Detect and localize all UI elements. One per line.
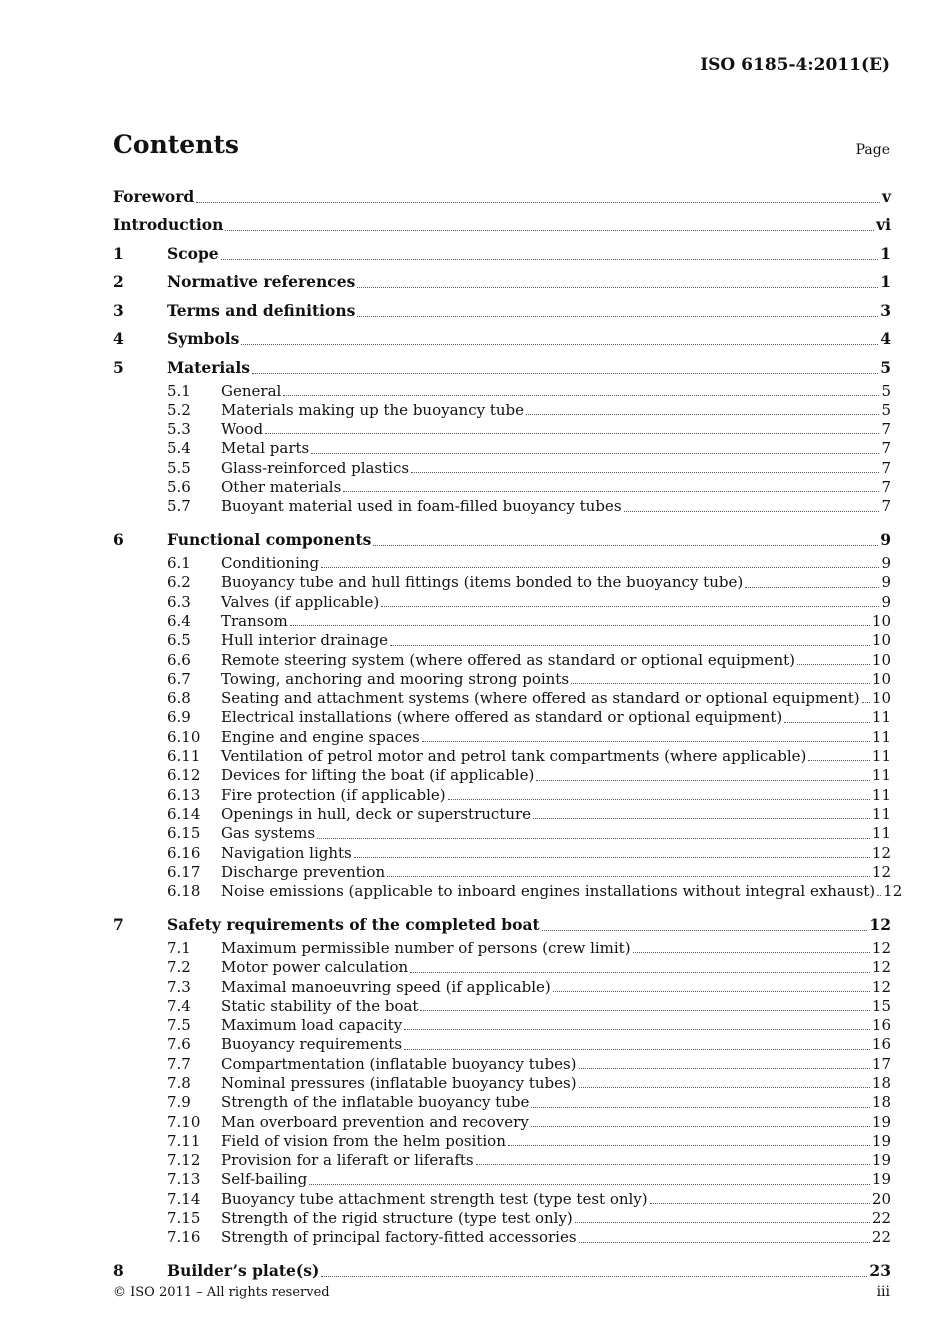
toc-entry-page: 5: [880, 357, 891, 377]
toc-entry-number: 7.11: [167, 1131, 201, 1150]
toc-entry-number: 6.18: [167, 882, 201, 901]
toc-entry-title: Wood: [221, 420, 264, 439]
toc-entry-number: 5.4: [167, 439, 191, 458]
toc-entry-number: 6.9: [167, 708, 191, 727]
toc-entry-page: 17: [871, 1054, 891, 1073]
toc-entry-subclause[interactable]: [113, 1113, 891, 1132]
toc-entry-subclause[interactable]: [113, 882, 903, 901]
toc-leader-dots: [311, 453, 879, 454]
toc-leader-dots: [579, 1068, 870, 1069]
toc-entry-number: 6.12: [167, 766, 201, 785]
toc-entry-number: 7.7: [167, 1054, 191, 1073]
toc-entry-number: 5.6: [167, 477, 191, 496]
toc-entry-page: 9: [881, 554, 891, 573]
toc-entry-page: 3: [880, 300, 891, 320]
toc-entry-number: 6.3: [167, 592, 191, 611]
copyright-notice: © ISO 2011 – All rights reserved: [113, 1285, 330, 1300]
toc-leader-dots: [309, 1184, 870, 1185]
toc-entry-page: 10: [871, 611, 891, 630]
toc-entry-number: 5: [113, 357, 124, 377]
toc-leader-dots: [404, 1029, 870, 1030]
toc-entry-subclause[interactable]: [113, 1228, 891, 1247]
toc-entry-number: 7.9: [167, 1093, 191, 1112]
toc-entry-subclause[interactable]: [113, 1055, 891, 1074]
toc-entry-subclause[interactable]: [113, 1170, 891, 1189]
toc-entry-number: 5.3: [167, 420, 191, 439]
toc-leader-dots: [221, 259, 879, 260]
toc-entry-subclause[interactable]: [113, 478, 891, 497]
toc-entry-title: Buoyancy tube and hull fittings (items bonded to the buoyancy tube): [221, 573, 744, 592]
toc-leader-dots: [877, 895, 881, 896]
toc-entry-page: 12: [871, 977, 891, 996]
toc-entry-number: 7.14: [167, 1189, 201, 1208]
toc-entry-title: Compartmentation (inflatable buoyancy tubes): [221, 1054, 577, 1073]
toc-leader-dots: [357, 287, 878, 288]
toc-entry-title: Scope: [167, 243, 219, 263]
toc-entry-subclause[interactable]: [113, 708, 891, 727]
toc-entry-number: 6.10: [167, 727, 201, 746]
toc-leader-dots: [410, 972, 870, 973]
toc-entry-page: 15: [871, 996, 891, 1015]
toc-entry-title: Devices for lifting the boat (if applicable): [221, 766, 535, 785]
toc-entry-number: 5.7: [167, 497, 191, 516]
toc-entry-page: 9: [881, 592, 891, 611]
toc-entry-title: Remote steering system (where offered as standard or optional equipment): [221, 650, 795, 669]
toc-entry-page: 9: [880, 530, 891, 550]
toc-entry-number: 7.4: [167, 996, 191, 1015]
toc-entry-title: Transom: [221, 611, 288, 630]
table-of-contents: [113, 182, 903, 1285]
toc-entry-title: Introduction: [113, 215, 224, 235]
toc-entry-title: Strength of the inflatable buoyancy tube: [221, 1093, 530, 1112]
toc-entry-number: 5.1: [167, 381, 191, 400]
toc-entry-subclause[interactable]: [113, 651, 891, 670]
toc-leader-dots: [862, 702, 870, 703]
toc-entry-page: v: [881, 186, 891, 206]
toc-leader-dots: [526, 414, 879, 415]
toc-entry-page: 12: [871, 862, 891, 881]
toc-entry-clause[interactable]: [113, 296, 891, 325]
toc-entry-page: 11: [871, 708, 891, 727]
toc-entry-page: 23: [869, 1261, 891, 1281]
toc-leader-dots: [476, 1164, 870, 1165]
toc-entry-number: 6.7: [167, 669, 191, 688]
toc-entry-subclause[interactable]: [113, 805, 891, 824]
toc-entry-title: Safety requirements of the completed boat: [167, 915, 540, 935]
toc-entry-page: 1: [880, 272, 891, 292]
toc-entry-subclause[interactable]: [113, 459, 891, 478]
toc-entry-subclause[interactable]: [113, 863, 891, 882]
toc-entry-page: 16: [871, 1016, 891, 1035]
toc-entry-subclause[interactable]: [113, 631, 891, 650]
toc-entry-subclause[interactable]: [113, 766, 891, 785]
toc-entry-title: Noise emissions (applicable to inboard engines installations without integral exhaust): [221, 882, 876, 901]
toc-entry-number: 7.8: [167, 1074, 191, 1092]
toc-entry-title: Functional components: [167, 530, 372, 550]
toc-entry-clause[interactable]: [113, 239, 891, 268]
toc-entry-title: Symbols: [167, 329, 240, 349]
toc-entry-title: Provision for a liferaft or liferafts: [221, 1151, 474, 1170]
toc-entry-title: Strength of the rigid structure (type test only): [221, 1209, 573, 1228]
toc-entry-number: 7.6: [167, 1035, 191, 1054]
toc-entry-number: 2: [113, 272, 124, 292]
toc-entry-title: Openings in hull, deck or superstructure: [221, 804, 532, 823]
toc-leader-dots: [265, 433, 879, 434]
toc-entry-number: 6.15: [167, 824, 201, 843]
toc-entry-number: 7.13: [167, 1170, 201, 1189]
toc-entry-title: Conditioning: [221, 554, 320, 573]
toc-entry-title: Towing, anchoring and mooring strong points: [221, 669, 570, 688]
toc-entry-title: Glass-reinforced plastics: [221, 458, 410, 477]
toc-entry-number: 6.1: [167, 554, 191, 573]
toc-entry-page: 19: [871, 1151, 891, 1170]
toc-entry-title: Foreword: [113, 186, 195, 206]
toc-leader-dots: [448, 799, 870, 800]
toc-entry-title: Gas systems: [221, 824, 316, 843]
toc-entry-page: 5: [881, 400, 891, 419]
toc-entry-title: Buoyant material used in foam-filled buoyancy tubes: [221, 497, 622, 516]
toc-entry-page: 18: [871, 1093, 891, 1112]
toc-leader-dots: [390, 645, 870, 646]
toc-entry-title: Materials making up the buoyancy tube: [221, 400, 525, 419]
toc-entry-title: Hull interior drainage: [221, 631, 388, 650]
toc-entry-clause[interactable]: [113, 211, 891, 240]
toc-entry-page: 20: [871, 1189, 891, 1208]
toc-entry-subclause[interactable]: [113, 1132, 891, 1151]
toc-entry-number: 7.10: [167, 1112, 201, 1131]
toc-leader-dots: [579, 1087, 870, 1088]
toc-entry-page: 7: [881, 439, 891, 458]
toc-entry-subclause[interactable]: [113, 1093, 891, 1112]
toc-entry-number: 7.15: [167, 1209, 201, 1228]
toc-entry-title: Motor power calculation: [221, 958, 409, 977]
toc-entry-number: 6.16: [167, 843, 201, 862]
page-column-label: Page: [855, 142, 890, 158]
toc-entry-title: Metal parts: [221, 439, 310, 458]
toc-entry-number: 6.14: [167, 804, 201, 823]
toc-entry-title: Strength of principal factory-fitted accessories: [221, 1228, 577, 1247]
toc-entry-title: Self-bailing: [221, 1170, 308, 1189]
page-number: iii: [876, 1284, 890, 1300]
toc-entry-title: Ventilation of petrol motor and petrol tank compartments (where applicable): [221, 747, 807, 766]
toc-entry-subclause[interactable]: [113, 1016, 891, 1035]
toc-leader-dots: [387, 876, 870, 877]
toc-entry-page: 7: [881, 497, 891, 516]
toc-entry-page: 9: [881, 573, 891, 592]
toc-entry-number: 7.3: [167, 977, 191, 996]
toc-leader-dots: [420, 1010, 869, 1011]
toc-entry-page: 7: [881, 420, 891, 439]
toc-entry-page: 4: [880, 329, 891, 349]
toc-leader-dots: [784, 722, 870, 723]
toc-entry-subclause[interactable]: [113, 939, 891, 958]
toc-entry-number: 7.1: [167, 938, 191, 957]
toc-entry-page: 10: [871, 669, 891, 688]
toc-entry-number: 6: [113, 530, 124, 550]
toc-entry-number: 6.4: [167, 611, 191, 630]
toc-entry-title: Fire protection (if applicable): [221, 785, 446, 804]
toc-entry-subclause[interactable]: [113, 689, 891, 708]
toc-entry-subclause[interactable]: [113, 573, 891, 592]
toc-entry-page: 11: [871, 747, 891, 766]
toc-entry-page: 11: [871, 785, 891, 804]
toc-leader-dots: [381, 606, 879, 607]
toc-entry-title: Other materials: [221, 477, 342, 496]
toc-entry-title: Valves (if applicable): [221, 592, 380, 611]
toc-entry-page: 12: [871, 938, 891, 957]
toc-entry-number: 6.17: [167, 862, 201, 881]
toc-entry-number: 6.5: [167, 631, 191, 650]
toc-entry-clause[interactable]: [113, 325, 891, 354]
page-title: Contents: [113, 130, 240, 159]
toc-entry-subclause[interactable]: [113, 978, 891, 997]
toc-leader-dots: [571, 683, 870, 684]
toc-entry-clause[interactable]: [113, 910, 891, 939]
toc-entry-number: 5.2: [167, 400, 191, 419]
toc-leader-dots: [321, 1276, 867, 1277]
toc-leader-dots: [533, 818, 870, 819]
toc-entry-title: Normative references: [167, 272, 356, 292]
toc-entry-page: 11: [871, 766, 891, 785]
toc-entry-number: 7: [113, 915, 124, 935]
toc-entry-page: 11: [871, 727, 891, 746]
toc-entry-title: Seating and attachment systems (where offered as standard or optional equipment): [221, 689, 860, 708]
toc-entry-subclause[interactable]: [113, 1190, 891, 1209]
toc-leader-dots: [225, 230, 874, 231]
toc-entry-title: Buoyancy tube attachment strength test (type test only): [221, 1189, 648, 1208]
toc-entry-page: 12: [883, 882, 903, 901]
toc-leader-dots: [357, 316, 878, 317]
toc-entry-clause[interactable]: [113, 182, 891, 211]
toc-entry-number: 7.2: [167, 958, 191, 977]
toc-entry-clause[interactable]: [113, 1257, 891, 1286]
toc-entry-page: 19: [871, 1131, 891, 1150]
toc-entry-subclause[interactable]: [113, 1151, 891, 1170]
toc-leader-dots: [542, 930, 868, 931]
toc-entry-subclause[interactable]: [113, 728, 891, 747]
toc-leader-dots: [196, 202, 880, 203]
toc-leader-dots: [404, 1049, 870, 1050]
toc-entry-subclause[interactable]: [113, 1035, 891, 1054]
toc-entry-title: Engine and engine spaces: [221, 727, 420, 746]
toc-entry-title: Man overboard prevention and recovery: [221, 1112, 529, 1131]
toc-entry-title: Maximum permissible number of persons (crew limit): [221, 938, 631, 957]
toc-entry-page: 19: [871, 1112, 891, 1131]
toc-entry-page: 12: [869, 915, 891, 935]
toc-entry-page: 16: [871, 1035, 891, 1054]
toc-entry-page: 18: [871, 1074, 891, 1092]
toc-leader-dots: [536, 780, 870, 781]
toc-entry-subclause[interactable]: [113, 593, 891, 612]
toc-leader-dots: [575, 1222, 870, 1223]
toc-entry-subclause[interactable]: [113, 612, 891, 631]
toc-leader-dots: [508, 1145, 870, 1146]
toc-entry-title: Terms and definitions: [167, 300, 356, 320]
toc-entry-subclause[interactable]: [113, 824, 891, 843]
toc-entry-title: Field of vision from the helm position: [221, 1131, 506, 1150]
toc-entry-page: 11: [871, 804, 891, 823]
toc-entry-page: 19: [871, 1170, 891, 1189]
toc-leader-dots: [531, 1126, 870, 1127]
toc-entry-subclause[interactable]: [113, 747, 891, 766]
toc-leader-dots: [343, 491, 879, 492]
toc-entry-subclause[interactable]: [113, 958, 891, 977]
toc-entry-subclause[interactable]: [113, 401, 891, 420]
toc-leader-dots: [579, 1242, 870, 1243]
toc-entry-clause[interactable]: [113, 526, 891, 555]
toc-entry-title: Materials: [167, 357, 250, 377]
toc-leader-dots: [808, 760, 870, 761]
toc-entry-clause[interactable]: [113, 353, 891, 382]
toc-entry-page: 22: [871, 1209, 891, 1228]
toc-leader-dots: [745, 587, 879, 588]
toc-leader-dots: [373, 545, 878, 546]
toc-entry-page: 11: [871, 824, 891, 843]
toc-leader-dots: [633, 952, 870, 953]
toc-entry-subclause[interactable]: [113, 497, 891, 516]
toc-entry-title: Maximal manoeuvring speed (if applicable): [221, 977, 551, 996]
toc-entry-number: 6.2: [167, 573, 191, 592]
toc-entry-page: 10: [871, 689, 891, 708]
toc-leader-dots: [624, 511, 880, 512]
toc-entry-number: 1: [113, 243, 124, 263]
toc-entry-number: 7.12: [167, 1151, 201, 1170]
toc-entry-subclause[interactable]: [113, 382, 891, 401]
toc-entry-number: 5.5: [167, 458, 191, 477]
standard-id: ISO 6185-4:2011(E): [700, 55, 890, 75]
toc-entry-page: vi: [876, 215, 891, 235]
toc-entry-page: 5: [881, 381, 891, 400]
toc-entry-subclause[interactable]: [113, 420, 891, 439]
toc-entry-title: General: [221, 381, 282, 400]
toc-entry-subclause[interactable]: [113, 1209, 891, 1228]
toc-entry-number: 7.16: [167, 1228, 201, 1247]
toc-entry-title: Discharge prevention: [221, 862, 386, 881]
toc-leader-dots: [321, 567, 879, 568]
toc-leader-dots: [411, 472, 879, 473]
toc-leader-dots: [650, 1203, 870, 1204]
toc-leader-dots: [354, 857, 870, 858]
toc-entry-subclause[interactable]: [113, 997, 891, 1016]
toc-leader-dots: [317, 838, 870, 839]
toc-leader-dots: [283, 395, 879, 396]
toc-entry-title: Maximum load capacity: [221, 1016, 403, 1035]
toc-entry-title: Static stability of the boat: [221, 996, 419, 1015]
toc-entry-subclause[interactable]: [113, 670, 891, 689]
toc-leader-dots: [797, 664, 870, 665]
toc-leader-dots: [290, 625, 870, 626]
toc-entry-number: 6.11: [167, 747, 201, 766]
toc-entry-subclause[interactable]: [113, 786, 891, 805]
toc-entry-subclause[interactable]: [113, 439, 891, 458]
toc-entry-number: 7.5: [167, 1016, 191, 1035]
toc-entry-title: Builder’s plate(s): [167, 1261, 320, 1281]
toc-leader-dots: [553, 991, 870, 992]
toc-entry-number: 6.8: [167, 689, 191, 708]
toc-entry-page: 1: [880, 243, 891, 263]
toc-entry-title: Navigation lights: [221, 843, 352, 862]
toc-entry-number: 8: [113, 1261, 124, 1281]
toc-entry-title: Buoyancy requirements: [221, 1035, 403, 1054]
toc-entry-number: 3: [113, 300, 124, 320]
toc-entry-page: 22: [871, 1228, 891, 1247]
toc-entry-subclause[interactable]: [113, 1074, 891, 1093]
toc-leader-dots: [531, 1107, 870, 1108]
toc-entry-title: Nominal pressures (inflatable buoyancy tubes): [221, 1074, 577, 1092]
toc-entry-page: 12: [871, 843, 891, 862]
toc-leader-dots: [252, 373, 878, 374]
toc-entry-number: 6.13: [167, 785, 201, 804]
toc-entry-subclause[interactable]: [113, 844, 891, 863]
toc-entry-page: 10: [871, 650, 891, 669]
toc-entry-clause[interactable]: [113, 268, 891, 297]
toc-leader-dots: [422, 741, 870, 742]
toc-entry-page: 7: [881, 458, 891, 477]
toc-leader-dots: [241, 344, 878, 345]
toc-entry-number: 4: [113, 329, 124, 349]
toc-entry-number: 6.6: [167, 650, 191, 669]
toc-entry-title: Electrical installations (where offered as standard or optional equipment): [221, 708, 783, 727]
toc-entry-subclause[interactable]: [113, 554, 891, 573]
toc-entry-page: 12: [871, 958, 891, 977]
toc-entry-page: 7: [881, 477, 891, 496]
toc-entry-page: 10: [871, 631, 891, 650]
